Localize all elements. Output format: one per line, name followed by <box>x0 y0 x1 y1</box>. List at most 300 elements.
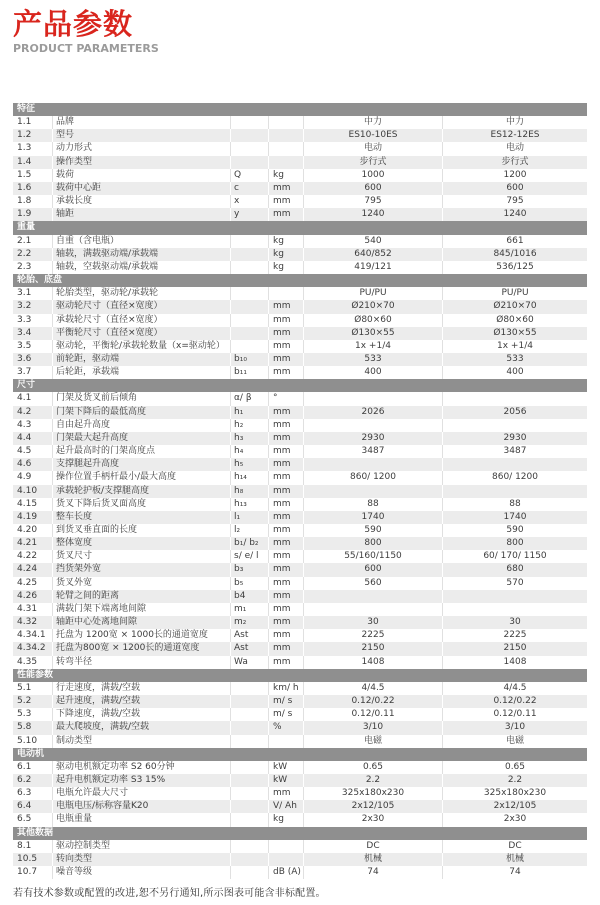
cell-index: 5.8 <box>13 721 53 734</box>
table-row <box>13 761 587 774</box>
table-row <box>13 524 587 537</box>
cell-value-2: 0.12/0.11 <box>493 709 537 720</box>
cell-name: 起升电机额定功率 S3 15% <box>53 774 231 787</box>
cell-value-2 <box>443 392 587 405</box>
cell-unit <box>269 156 304 169</box>
cell-value-2: 电磁 <box>505 735 524 746</box>
cell-unit: mm <box>269 353 304 366</box>
cell-value-1: DC <box>304 840 443 853</box>
cell-value-2: 795 <box>506 196 524 207</box>
cell-unit: km/ h <box>269 682 304 695</box>
cell-value-1 <box>304 392 443 405</box>
table-row <box>13 813 587 826</box>
cell-symbol: h₁₃ <box>231 498 269 511</box>
cell-value-2: 0.65 <box>504 761 526 772</box>
cell-name: 起升最高时的门架高度点 <box>53 445 231 458</box>
cell-unit: mm <box>269 485 304 498</box>
table-row <box>13 774 587 787</box>
cell-name: 整车长度 <box>53 511 231 524</box>
cell-value-1: 步行式 <box>304 156 443 169</box>
cell-unit <box>269 853 304 866</box>
cell-name: 驱动电机额定功率 S2 60分钟 <box>53 761 231 774</box>
cell-value-2: DC <box>508 840 522 851</box>
cell-index: 6.4 <box>13 800 53 813</box>
cell-name: 托盘为800宽 × 1200长的通道宽度 <box>53 642 231 655</box>
cell-value-2: 机械 <box>505 853 524 864</box>
table-row <box>13 471 587 484</box>
cell-symbol <box>231 800 269 813</box>
cell-value-2: 2150 <box>503 643 527 654</box>
cell-symbol: c <box>231 182 269 195</box>
cell-value-2: 2225 <box>503 630 527 641</box>
cell-name: 下降速度，满载/空载 <box>53 708 231 721</box>
cell-name: 载荷 <box>53 169 231 182</box>
table-row <box>13 616 587 629</box>
cell-symbol: h₄ <box>231 445 269 458</box>
cell-index: 1.1 <box>13 116 53 129</box>
cell-index: 10.7 <box>13 866 53 879</box>
cell-value-1: 590 <box>304 524 443 537</box>
cell-index: 4.32 <box>13 616 53 629</box>
cell-index: 6.1 <box>13 761 53 774</box>
cell-name: 满载门架下端离地间隙 <box>53 603 231 616</box>
cell-index: 4.34.1 <box>13 629 53 642</box>
table-row <box>13 419 587 432</box>
cell-name: 挡货架外宽 <box>53 563 231 576</box>
cell-value-1: 533 <box>304 353 443 366</box>
cell-symbol: m₁ <box>231 603 269 616</box>
cell-value-2: 0.12/0.22 <box>493 696 537 707</box>
cell-name: 轴载，空载驱动端/承载端 <box>53 261 231 274</box>
cell-value-2: 1408 <box>503 656 527 667</box>
cell-value-2: 661 <box>506 235 524 246</box>
cell-name: 驱动控制类型 <box>53 840 231 853</box>
cell-name: 电瓶电压/标称容量K20 <box>53 800 231 813</box>
cell-value-2 <box>443 603 587 616</box>
section-header: 电动机 <box>13 748 587 761</box>
cell-value-2: ES12-12ES <box>490 130 540 141</box>
cell-unit: kg <box>269 235 304 248</box>
cell-value-1: 2x12/105 <box>304 800 443 813</box>
cell-index: 2.3 <box>13 261 53 274</box>
cell-value-2: 590 <box>506 525 524 535</box>
cell-symbol: Ast <box>231 642 269 655</box>
cell-name: 操作类型 <box>53 156 231 169</box>
cell-value-2: 电动 <box>505 143 524 154</box>
cell-symbol <box>231 682 269 695</box>
cell-symbol: h₂ <box>231 419 269 432</box>
cell-value-1: 795 <box>304 195 443 208</box>
cell-value-1: 机械 <box>304 853 443 866</box>
cell-unit: dB (A) <box>269 866 304 879</box>
cell-unit: kg <box>269 261 304 274</box>
table-row <box>13 603 587 616</box>
cell-symbol: b₃ <box>231 563 269 576</box>
cell-value-2: 2x30 <box>503 814 527 825</box>
cell-index: 4.3 <box>13 419 53 432</box>
cell-value-1 <box>304 419 443 432</box>
cell-value-2: 60/ 170/ 1150 <box>483 551 547 562</box>
cell-unit: mm <box>269 642 304 655</box>
cell-name: 转向类型 <box>53 853 231 866</box>
cell-unit: mm <box>269 577 304 590</box>
cell-unit: m/ s <box>269 708 304 721</box>
cell-symbol: h₁₄ <box>231 471 269 484</box>
cell-index: 4.19 <box>13 511 53 524</box>
table-row <box>13 537 587 550</box>
cell-index: 2.2 <box>13 248 53 261</box>
cell-unit: mm <box>269 406 304 419</box>
cell-unit: mm <box>269 300 304 313</box>
table-row <box>13 498 587 511</box>
cell-value-2: 533 <box>506 353 524 364</box>
cell-index: 3.7 <box>13 366 53 379</box>
cell-value-2: 74 <box>509 867 521 878</box>
table-row <box>13 366 587 379</box>
table-row <box>13 642 587 655</box>
table-row <box>13 550 587 563</box>
table-row <box>13 563 587 576</box>
cell-index: 4.35 <box>13 656 53 669</box>
cell-symbol <box>231 248 269 261</box>
cell-value-2 <box>443 485 587 498</box>
cell-index: 10.5 <box>13 853 53 866</box>
cell-index: 4.22 <box>13 550 53 563</box>
cell-name: 轮臂之间的距离 <box>53 590 231 603</box>
cell-value-1 <box>304 590 443 603</box>
cell-name: 驱动轮，平衡轮/承载轮数量（x=驱动轮） <box>53 340 231 353</box>
cell-name: 平衡轮尺寸（直径×宽度） <box>53 327 231 340</box>
cell-value-2: 3/10 <box>504 722 526 733</box>
cell-name: 电瓶允许最大尺寸 <box>53 787 231 800</box>
cell-name: 自由起升高度 <box>53 419 231 432</box>
cell-value-1: 30 <box>304 616 443 629</box>
cell-unit <box>269 840 304 853</box>
cell-index: 1.6 <box>13 182 53 195</box>
cell-value-1: 1240 <box>304 208 443 221</box>
table-row <box>13 735 587 748</box>
cell-symbol: s/ e/ l <box>231 550 269 563</box>
cell-name: 轴距 <box>53 208 231 221</box>
cell-index: 6.2 <box>13 774 53 787</box>
cell-value-1: 800 <box>304 537 443 550</box>
cell-value-2: 88 <box>509 498 521 509</box>
section-header: 轮胎、底盘 <box>13 274 587 287</box>
cell-value-1: 0.12/0.11 <box>304 708 443 721</box>
cell-unit: mm <box>269 590 304 603</box>
cell-value-1: 600 <box>304 563 443 576</box>
cell-name: 行走速度，满载/空载 <box>53 682 231 695</box>
cell-index: 4.31 <box>13 603 53 616</box>
cell-index: 3.1 <box>13 287 53 300</box>
cell-name: 货叉尺寸 <box>53 550 231 563</box>
table-row <box>13 314 587 327</box>
cell-value-2: 2930 <box>503 432 527 443</box>
cell-index: 4.5 <box>13 445 53 458</box>
cell-value-2: 30 <box>509 617 521 628</box>
cell-value-2 <box>443 419 587 432</box>
cell-symbol: h₅ <box>231 458 269 471</box>
cell-unit: mm <box>269 445 304 458</box>
cell-value-1: 2x30 <box>304 813 443 826</box>
cell-index: 8.1 <box>13 840 53 853</box>
table-row <box>13 353 587 366</box>
cell-index: 5.3 <box>13 708 53 721</box>
cell-unit: mm <box>269 182 304 195</box>
cell-index: 5.2 <box>13 695 53 708</box>
cell-value-2: 800 <box>506 538 524 549</box>
cell-name: 转弯半径 <box>53 656 231 669</box>
cell-unit: mm <box>269 419 304 432</box>
cell-index: 4.20 <box>13 524 53 537</box>
cell-index: 5.1 <box>13 682 53 695</box>
cell-index: 4.10 <box>13 485 53 498</box>
table-row <box>13 800 587 813</box>
cell-index: 3.2 <box>13 300 53 313</box>
cell-symbol <box>231 774 269 787</box>
cell-symbol <box>231 721 269 734</box>
cell-unit: mm <box>269 511 304 524</box>
cell-unit: mm <box>269 195 304 208</box>
cell-value-1: 2930 <box>304 432 443 445</box>
cell-name: 型号 <box>53 129 231 142</box>
cell-name: 驱动轮尺寸（直径×宽度） <box>53 300 231 313</box>
cell-index: 4.2 <box>13 406 53 419</box>
cell-symbol <box>231 708 269 721</box>
table-row <box>13 195 587 208</box>
cell-value-2: 2056 <box>503 406 527 417</box>
cell-name: 门架下降后的最低高度 <box>53 406 231 419</box>
cell-index: 4.26 <box>13 590 53 603</box>
cell-unit: ° <box>269 392 304 405</box>
cell-value-2: 860/ 1200 <box>492 472 538 483</box>
cell-symbol <box>231 287 269 300</box>
cell-unit: mm <box>269 458 304 471</box>
cell-value-1: 1x +1/4 <box>304 340 443 353</box>
cell-name: 托盘为 1200宽 × 1000长的通道宽度 <box>53 629 231 642</box>
cell-value-1: Ø80×60 <box>304 314 443 327</box>
table-row <box>13 156 587 169</box>
cell-symbol: l₁ <box>231 511 269 524</box>
cell-name: 载荷中心距 <box>53 182 231 195</box>
section-header: 性能参数 <box>13 669 587 682</box>
cell-name: 承载轮护板/支撑腿高度 <box>53 485 231 498</box>
cell-value-2: 2.2 <box>507 774 523 785</box>
cell-name: 噪音等级 <box>53 866 231 879</box>
section-header: 其他数据 <box>13 827 587 840</box>
cell-symbol <box>231 840 269 853</box>
cell-index: 5.10 <box>13 735 53 748</box>
cell-unit: mm <box>269 340 304 353</box>
cell-index: 3.5 <box>13 340 53 353</box>
cell-value-1: 540 <box>304 235 443 248</box>
cell-unit: mm <box>269 471 304 484</box>
cell-index: 6.5 <box>13 813 53 826</box>
footer-note: 若有技术参数或配置的改进,恕不另行通知,所示图表可能含非标配置。 <box>13 888 326 899</box>
cell-value-2: 400 <box>506 367 524 378</box>
table-row <box>13 866 587 879</box>
table-row <box>13 248 587 261</box>
cell-unit: kW <box>269 761 304 774</box>
cell-symbol <box>231 116 269 129</box>
cell-index: 4.9 <box>13 471 53 484</box>
cell-value-1: 1000 <box>304 169 443 182</box>
parameters-table <box>13 103 587 879</box>
cell-unit: m/ s <box>269 695 304 708</box>
cell-value-2: Ø80×60 <box>496 314 534 325</box>
table-row <box>13 287 587 300</box>
cell-value-1: 640/852 <box>304 248 443 261</box>
cell-index: 1.2 <box>13 129 53 142</box>
cell-value-2: 1740 <box>503 511 527 522</box>
cell-name: 承载长度 <box>53 195 231 208</box>
cell-value-1: ES10-10ES <box>304 129 443 142</box>
cell-name: 承载轮尺寸（直径×宽度） <box>53 314 231 327</box>
cell-unit: kg <box>269 813 304 826</box>
cell-symbol <box>231 340 269 353</box>
cell-symbol <box>231 327 269 340</box>
cell-symbol <box>231 735 269 748</box>
cell-value-2: 1x +1/4 <box>497 340 533 351</box>
cell-symbol <box>231 866 269 879</box>
cell-name: 前轮距，驱动端 <box>53 353 231 366</box>
cell-symbol: b₁₁ <box>231 366 269 379</box>
cell-name: 制动类型 <box>53 735 231 748</box>
table-row <box>13 840 587 853</box>
cell-symbol <box>231 129 269 142</box>
table-row <box>13 208 587 221</box>
cell-name: 品牌 <box>53 116 231 129</box>
cell-value-1: 1740 <box>304 511 443 524</box>
cell-value-1: 560 <box>304 577 443 590</box>
cell-name: 门架及货叉前后倾角 <box>53 392 231 405</box>
table-row <box>13 511 587 524</box>
table-row <box>13 577 587 590</box>
page-title: 产品参数 <box>13 7 134 41</box>
cell-name: 动力形式 <box>53 142 231 155</box>
page-header <box>13 8 159 55</box>
cell-value-2: 4/4.5 <box>503 682 527 693</box>
cell-value-2: 536/125 <box>496 261 534 272</box>
cell-unit: mm <box>269 524 304 537</box>
table-row <box>13 787 587 800</box>
cell-symbol: b₅ <box>231 577 269 590</box>
cell-value-1: 4/4.5 <box>304 682 443 695</box>
cell-unit: % <box>269 721 304 734</box>
table-row <box>13 406 587 419</box>
table-row <box>13 721 587 734</box>
cell-name: 最大爬坡度，满载/空载 <box>53 721 231 734</box>
cell-value-1: 2.2 <box>304 774 443 787</box>
section-header: 重量 <box>13 221 587 234</box>
table-row <box>13 340 587 353</box>
cell-value-1: 电磁 <box>304 735 443 748</box>
cell-symbol <box>231 235 269 248</box>
section-header: 尺寸 <box>13 379 587 392</box>
table-row <box>13 458 587 471</box>
cell-value-2: Ø210×70 <box>493 301 537 312</box>
cell-value-1: 0.65 <box>304 761 443 774</box>
cell-value-1: 电动 <box>304 142 443 155</box>
cell-value-1: 1408 <box>304 656 443 669</box>
cell-symbol: m₂ <box>231 616 269 629</box>
cell-value-2: 570 <box>506 577 524 588</box>
cell-value-1: 2225 <box>304 629 443 642</box>
cell-index: 4.4 <box>13 432 53 445</box>
cell-index: 1.8 <box>13 195 53 208</box>
cell-value-2: 2x12/105 <box>493 801 537 812</box>
cell-value-2: 3487 <box>503 446 527 457</box>
cell-value-2: 680 <box>506 564 524 575</box>
cell-value-1: 55/160/1150 <box>304 550 443 563</box>
cell-unit: mm <box>269 550 304 563</box>
cell-value-2: 325x180x230 <box>483 788 547 799</box>
page-subtitle: PRODUCT PARAMETERS <box>13 42 159 56</box>
cell-symbol: h₁ <box>231 406 269 419</box>
cell-symbol: Q <box>231 169 269 182</box>
cell-index: 3.4 <box>13 327 53 340</box>
cell-index: 4.21 <box>13 537 53 550</box>
cell-symbol: l₂ <box>231 524 269 537</box>
cell-name: 整体宽度 <box>53 537 231 550</box>
table-row <box>13 432 587 445</box>
cell-index: 4.6 <box>13 458 53 471</box>
table-row <box>13 182 587 195</box>
cell-index: 1.4 <box>13 156 53 169</box>
cell-symbol <box>231 787 269 800</box>
cell-name: 后轮距，承载端 <box>53 366 231 379</box>
cell-symbol: h₈ <box>231 485 269 498</box>
cell-symbol <box>231 813 269 826</box>
cell-name: 轮胎类型，驱动轮/承载轮 <box>53 287 231 300</box>
cell-value-1: 325x180x230 <box>304 787 443 800</box>
cell-symbol: Ast <box>231 629 269 642</box>
cell-index: 1.9 <box>13 208 53 221</box>
cell-symbol: b₁₀ <box>231 353 269 366</box>
table-row <box>13 169 587 182</box>
table-row <box>13 656 587 669</box>
table-row <box>13 853 587 866</box>
cell-name: 门架最大起升高度 <box>53 432 231 445</box>
cell-value-2: 1240 <box>503 209 527 220</box>
table-row <box>13 129 587 142</box>
cell-value-1: Ø130×55 <box>304 327 443 340</box>
cell-symbol <box>231 695 269 708</box>
cell-value-1: 2150 <box>304 642 443 655</box>
cell-symbol <box>231 300 269 313</box>
cell-value-1: PU/PU <box>304 287 443 300</box>
cell-symbol <box>231 261 269 274</box>
cell-unit: V/ Ah <box>269 800 304 813</box>
cell-index: 4.1 <box>13 392 53 405</box>
cell-value-1: 600 <box>304 182 443 195</box>
table-row <box>13 445 587 458</box>
cell-unit: mm <box>269 208 304 221</box>
cell-unit <box>269 287 304 300</box>
cell-symbol <box>231 761 269 774</box>
cell-symbol: x <box>231 195 269 208</box>
cell-value-2: 845/1016 <box>493 248 537 259</box>
cell-value-1: 88 <box>304 498 443 511</box>
cell-value-1: 0.12/0.22 <box>304 695 443 708</box>
cell-index: 4.34.2 <box>13 642 53 655</box>
cell-symbol <box>231 142 269 155</box>
cell-name: 自重（含电瓶） <box>53 235 231 248</box>
cell-unit: mm <box>269 603 304 616</box>
table-row <box>13 708 587 721</box>
table-row <box>13 629 587 642</box>
cell-unit: kg <box>269 248 304 261</box>
